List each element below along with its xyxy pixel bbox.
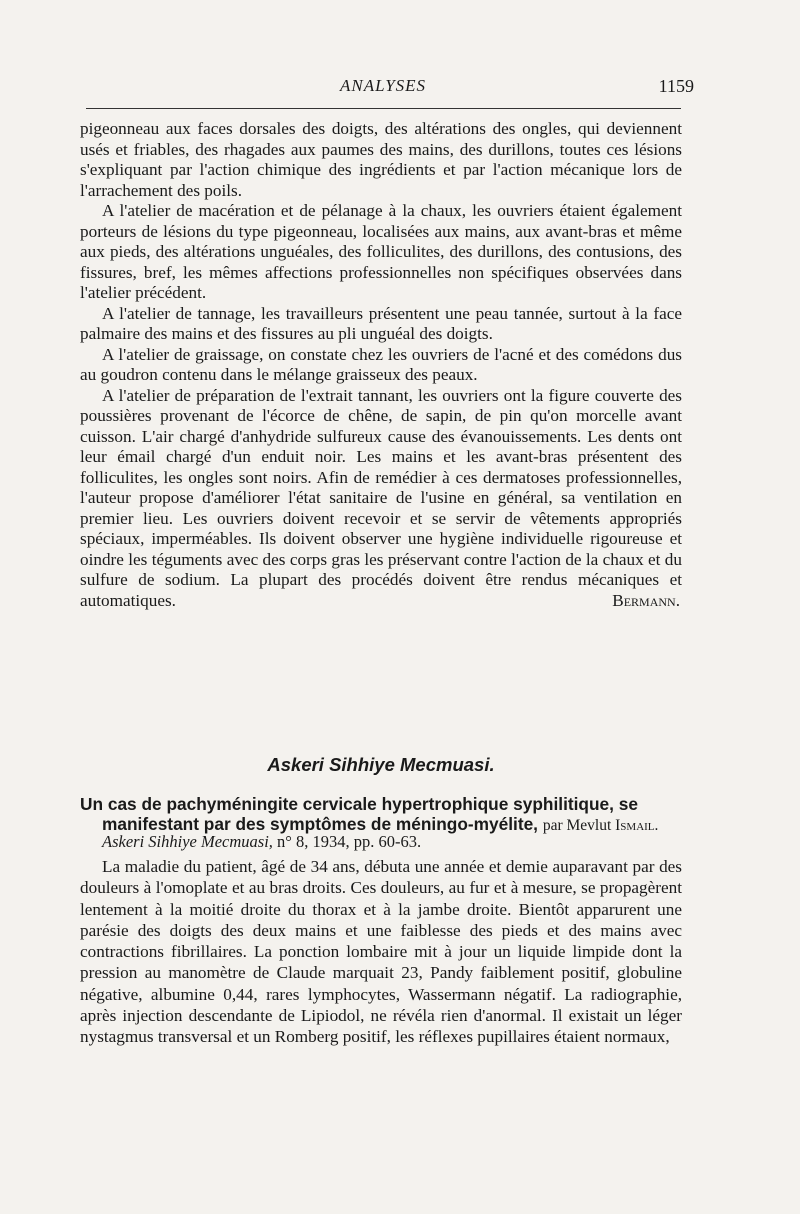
citation-journal: Askeri Sihhiye Mecmuasi,	[102, 832, 273, 851]
article-body	[80, 856, 682, 1048]
paragraph: A l'atelier de préparation de l'extrait tannant, les ouvriers ont la figure couverte des poussières provenant de l'écorce de chêne, de sapin, de pin qu'on morcelle avant cuisson. L'air chargé d'anhydride sulfureux cause des évanouissements. Les dents ont leur émail chargé d'un enduit noir. Les mains et les avant-bras présentent des folliculites, les ongles sont noirs. Afin de remédier à ces dermatoses professionnelles, l'auteur propose d'améliorer l'état sanitaire de l'usine en général, sa ventilation en premier lieu. Les ouvriers doivent recevoir et se servir de vêtements appropriés spéciaux, imperméables. Ils doivent observer une hygiène individuelle rigoureuse et oindre les téguments avec des corps gras les préservant contre l'action de la chaux et du sulfure de sodium. La plupart des procédés doivent être rendus mécaniques et automatiques.	[80, 385, 682, 610]
running-head-title: ANALYSES	[340, 76, 427, 95]
citation-details: n° 8, 1934, pp. 60-63.	[277, 832, 422, 851]
running-head	[86, 74, 694, 102]
article-title-line1: Un cas de pachyméningite cervicale hypertrophique syphilitique, se	[80, 794, 638, 814]
journal-title: Askeri Sihhiye Mecmuasi.	[267, 754, 495, 775]
paragraph: A l'atelier de graissage, on constate chez les ouvriers de l'acné et des comédons dus au goudron contenu dans le mélange graisseux des peaux.	[80, 344, 682, 384]
citation	[102, 832, 682, 852]
analysis-body	[80, 119, 682, 611]
byline-prefix: par Mevlut	[542, 817, 612, 834]
paragraph: A l'atelier de tannage, les travailleurs présentent une peau tannée, surtout à la face palmaire des mains et des fissures au pli unguéal des doigts.	[80, 303, 682, 343]
paragraph-with-signature	[80, 386, 682, 612]
paragraph: La maladie du patient, âgé de 34 ans, débuta une année et demie auparavant par des douleurs à l'omoplate et au bras droits. Ces douleurs, au fur et à mesure, se propagèrent lentement à la moitié droite du thorax et à la jambe droite. Bientôt apparurent une parésie des doigts des deux mains et une faiblesse des pieds et des mains avec contractions fibrillaires. La ponction lombaire mit à jour un liquide limpide dont la pression au manomètre de Claude marquait 23, Pandy faiblement positif, globuline négative, albumine 0,44, rares lymphocytes, Wassermann négatif. La radiographie, après injection descendante de Lipiodol, ne révéla rien d'anormal. Il existait un léger nystagmus transversal et un Romberg positif, les réflexes pupillaires étaient normaux,	[80, 857, 682, 1047]
paragraph: A l'atelier de macération et de pélanage à la chaux, les ouvriers étaient également porteurs de lésions du type pigeonneau, localisées aux mains, aux avant-bras et même aux pieds, des altérations unguéales, des folliculites, des durillons, des contusions, des fissures, bref, les mêmes affections professionnelles non spécifiques observées dans l'atelier précédent.	[80, 201, 682, 302]
article-title	[80, 794, 690, 836]
byline-author: Ismail.	[615, 817, 659, 834]
paragraph: pigeonneau aux faces dorsales des doigts, des altérations des ongles, qui deviennent usés et friables, des rhagades aux paumes des mains, des durillons, toutes ces lésions s'expliquant par l'action chimique des ingrédients et par l'action mécanique lors de l'arrachement des poils.	[80, 119, 682, 200]
page-number: 1159	[658, 76, 694, 96]
header-rule	[86, 108, 681, 109]
signature: Bermann.	[612, 590, 680, 610]
article-title-line2-text: manifestant par des symptômes de méningo-myélite,	[102, 814, 538, 834]
